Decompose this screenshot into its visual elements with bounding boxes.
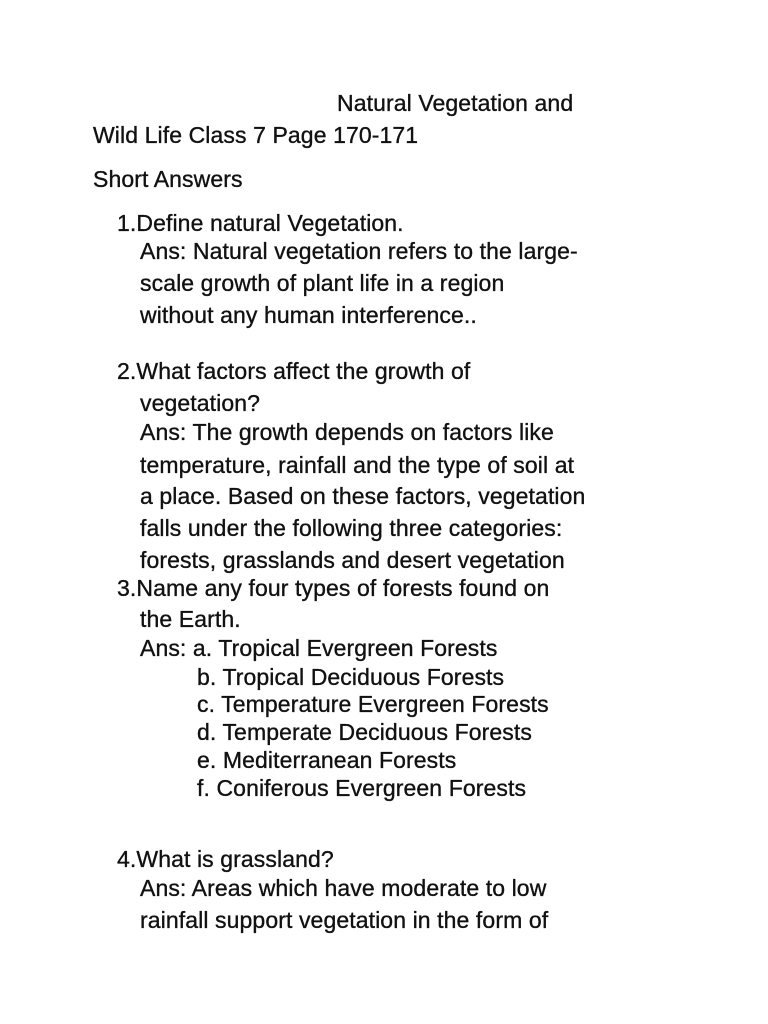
document-title-line-1: Natural Vegetation and [337, 90, 574, 116]
document-title-line-2: Wild Life Class 7 Page 170-171 [93, 122, 419, 148]
question-3-line-2: the Earth. [140, 606, 241, 632]
question-1: 1.Define natural Vegetation. [117, 210, 404, 236]
question-2-line-2: vegetation? [140, 390, 261, 416]
question-4: 4.What is grassland? [117, 846, 334, 872]
answer-3-line-6: f. Coniferous Evergreen Forests [197, 775, 527, 801]
answer-1-line-1: Ans: Natural vegetation refers to the large- [140, 238, 578, 264]
answer-3-line-2: b. Tropical Deciduous Forests [197, 664, 505, 690]
answer-1-line-2: scale growth of plant life in a region [140, 270, 505, 296]
answer-4-line-2: rainfall support vegetation in the form of [140, 907, 549, 933]
answer-3-line-3: c. Temperature Evergreen Forests [197, 691, 549, 717]
answer-2-line-5: forests, grasslands and desert vegetation [140, 547, 565, 573]
answer-4-line-1: Ans: Areas which have moderate to low [140, 875, 547, 901]
answer-2-line-4: falls under the following three categories: [140, 515, 563, 541]
answer-3-line-4: d. Temperate Deciduous Forests [197, 719, 532, 745]
question-3-line-1: 3.Name any four types of forests found on [117, 575, 550, 601]
question-2-line-1: 2.What factors affect the growth of [117, 358, 471, 384]
answer-3-line-5: e. Mediterranean Forests [197, 747, 457, 773]
answer-2-line-1: Ans: The growth depends on factors like [140, 419, 554, 445]
answer-2-line-2: temperature, rainfall and the type of soil at [140, 452, 575, 478]
answer-1-line-3: without any human interference.. [140, 302, 477, 328]
answer-3-line-1: Ans: a. Tropical Evergreen Forests [140, 635, 498, 661]
answer-2-line-3: a place. Based on these factors, vegetation [140, 483, 586, 509]
section-heading: Short Answers [93, 166, 243, 192]
